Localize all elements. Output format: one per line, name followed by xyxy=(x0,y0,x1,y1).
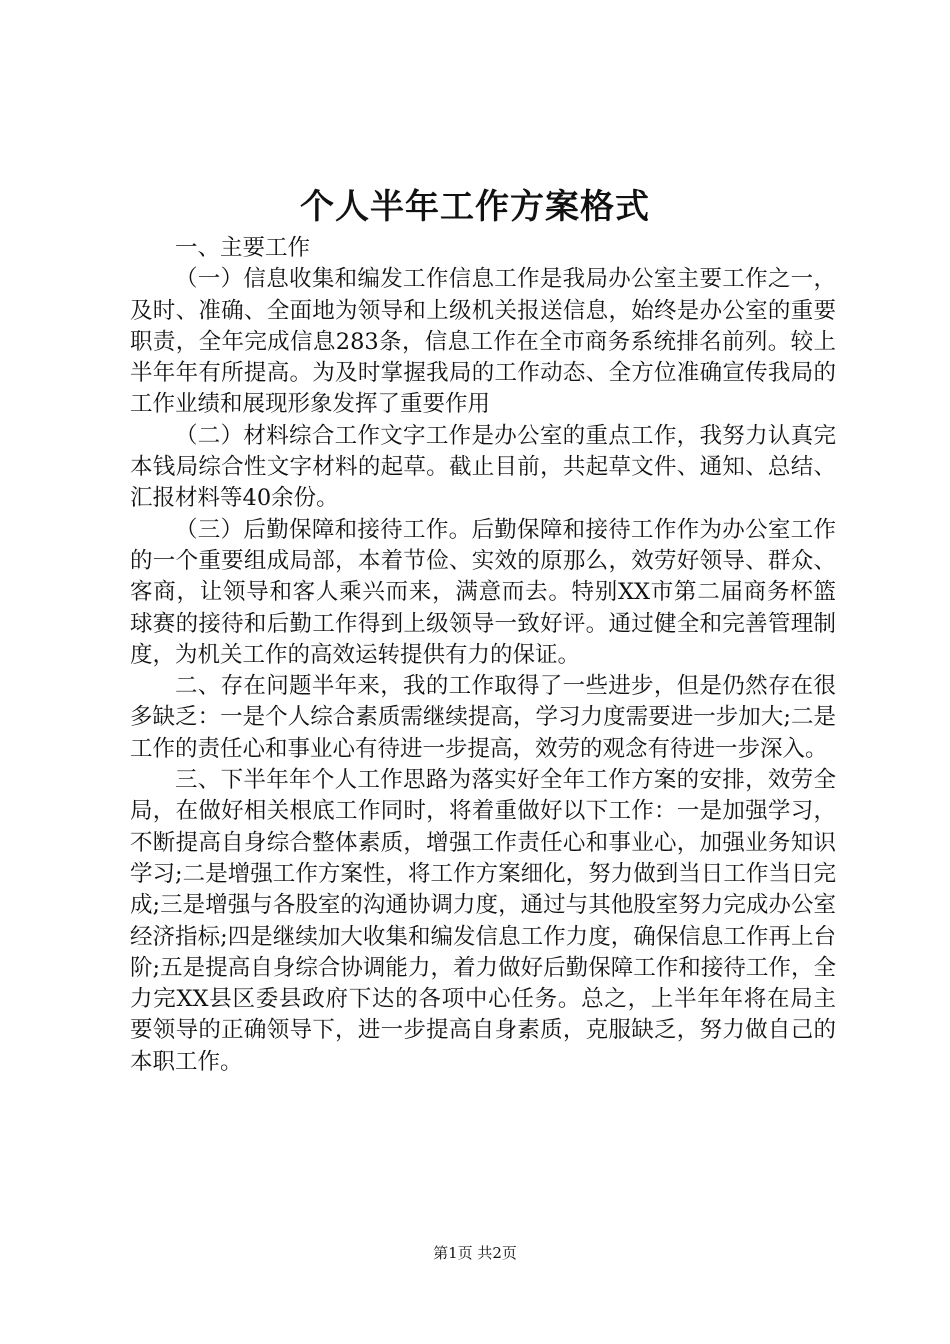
paragraph-existing-problems: 二、存在问题半年来，我的工作取得了一些进步，但是仍然存在很多缺乏：一是个人综合素质需继续提高，学习力度需要进一步加大;二是工作的责任心和事业心有待进一步提高，效劳的观念有待进一步深入。 xyxy=(130,673,836,762)
section-heading-main-work: 一、主要工作 xyxy=(175,235,311,261)
paragraph-information-work: （一）信息收集和编发工作信息工作是我局办公室主要工作之一，及时、准确、全面地为领导和上级机关报送信息，始终是办公室的重要职责，全年完成信息283条，信息工作在全市商务系统排名前列。较上半年年有所提高。为及时掌握我局的工作动态、全方位准确宣传我局的工作业绩和展现形象发挥了重要作用 xyxy=(130,266,836,418)
paragraph-logistics-work: （三）后勤保障和接待工作。后勤保障和接待工作作为办公室工作的一个重要组成局部，本着节俭、实效的原那么，效劳好领导、群众、客商，让领导和客人乘兴而来，满意而去。特别XX市第二届商务杯篮球赛的接待和后勤工作得到上级领导一致好评。通过健全和完善管理制度，为机关工作的高效运转提供有力的保证。 xyxy=(130,516,836,668)
document-body xyxy=(130,233,836,1078)
page-number-footer: 第1页 共2页 xyxy=(433,1244,517,1262)
paragraph-material-work: （二）材料综合工作文字工作是办公室的重点工作，我努力认真完本钱局综合性文字材料的起草。截止目前，共起草文件、通知、总结、汇报材料等40余份。 xyxy=(130,422,836,512)
document-title: 个人半年工作方案格式 xyxy=(300,187,650,227)
paragraph-next-half-plan: 三、下半年年个人工作思路为落实好全年工作方案的安排，效劳全局，在做好相关根底工作同时，将着重做好以下工作：一是加强学习，不断提高自身综合整体素质，增强工作责任心和事业心，加强业务知识学习;二是增强工作方案性，将工作方案细化，努力做到当日工作当日完成;三是增强与各股室的沟通协调力度，通过与其他股室努力完成办公室经济指标;四是继续加大收集和编发信息工作力度，确保信息工作再上台阶;五是提高自身综合协调能力，着力做好后勤保障工作和接待工作，全力完XX县区委县政府下达的各项中心任务。总之，上半年年将在局主要领导的正确领导下，进一步提高自身素质，克服缺乏，努力做自己的本职工作。 xyxy=(130,767,836,1075)
